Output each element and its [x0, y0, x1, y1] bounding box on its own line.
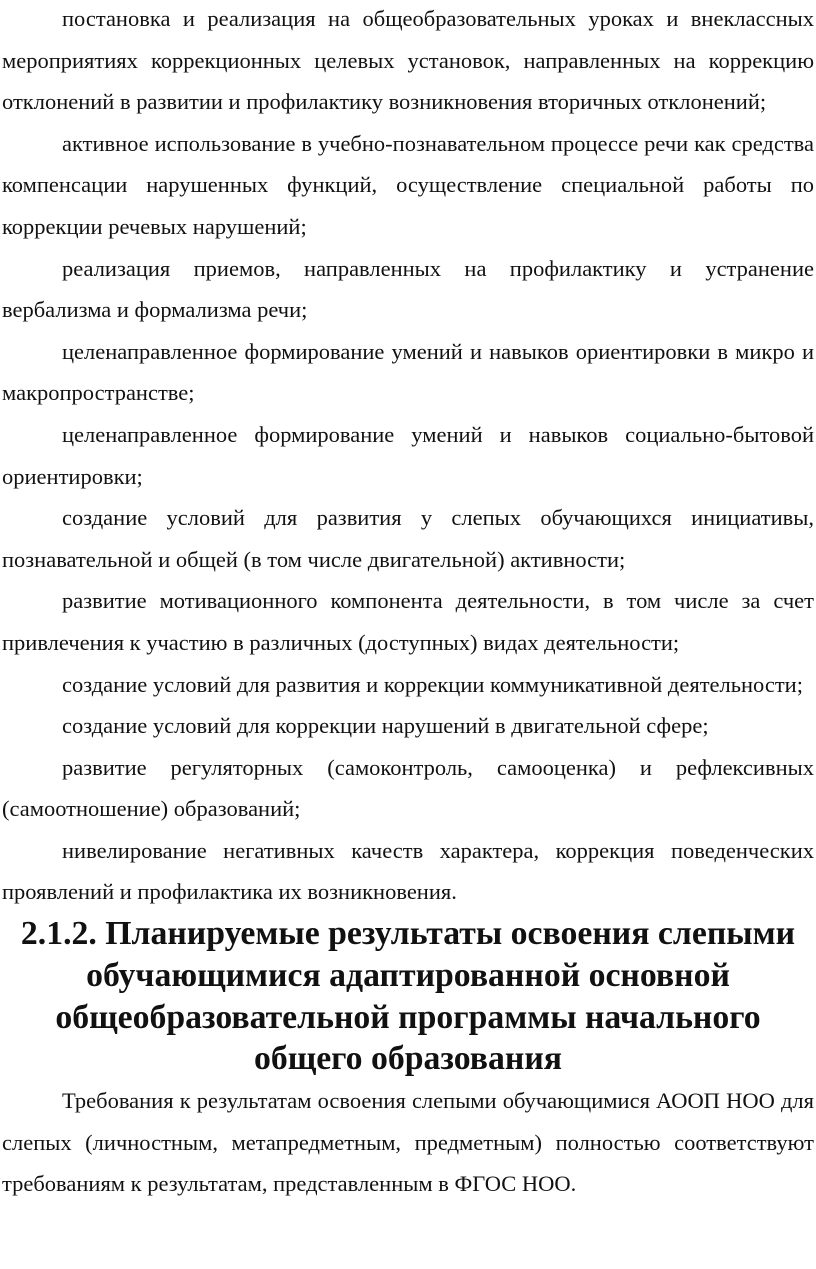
list-item: развитие мотивационного компонента деятельности, в том числе за счет привлечения к участию в различных (доступных) видах деятельности;	[2, 588, 814, 655]
list-item: создание условий для развития у слепых обучающихся инициативы, познавательной и общей (в том числе двигательной) активности;	[2, 505, 814, 572]
list-item: постановка и реализация на общеобразовательных уроках и внеклассных мероприятиях коррекционных целевых установок, направленных на коррекцию отклонений в развитии и профилактику возникновения вторичных отклонений;	[2, 6, 814, 115]
list-item: целенаправленное формирование умений и навыков социально-бытовой ориентировки;	[2, 421, 814, 489]
closing-paragraph: Требования к результатам освоения слепыми обучающимися АООП НОО для слепых (личностным, метапредметным, предметным) полностью соответствуют требованиям к результатам, представленным в ФГОС НОО.	[2, 1088, 814, 1197]
list-item: развитие регуляторных (самоконтроль, самооценка) и рефлексивных (самоотношение) образований;	[2, 754, 814, 822]
list-item: нивелирование негативных качеств характера, коррекция поведенческих проявлений и профилактика их возникновения.	[2, 837, 814, 905]
list-item: реализация приемов, направленных на профилактику и устранение вербализма и формализма речи;	[2, 255, 814, 323]
section-heading: 2.1.2. Планируемые результаты освоения слепыми обучающимися адаптированной основной общеобразовательной программы начального общего образования	[20, 915, 796, 1078]
list-item: активное использование в учебно-познавательном процессе речи как средства компенсации нарушенных функций, осуществление специальной работы по коррекции речевых нарушений;	[2, 130, 814, 239]
list-item: создание условий для развития и коррекции коммуникативной деятельности;	[62, 671, 803, 697]
list-item: создание условий для коррекции нарушений в двигательной сфере;	[62, 713, 709, 739]
list-item: целенаправленное формирование умений и навыков ориентировки в микро и макропространстве;	[2, 338, 814, 406]
